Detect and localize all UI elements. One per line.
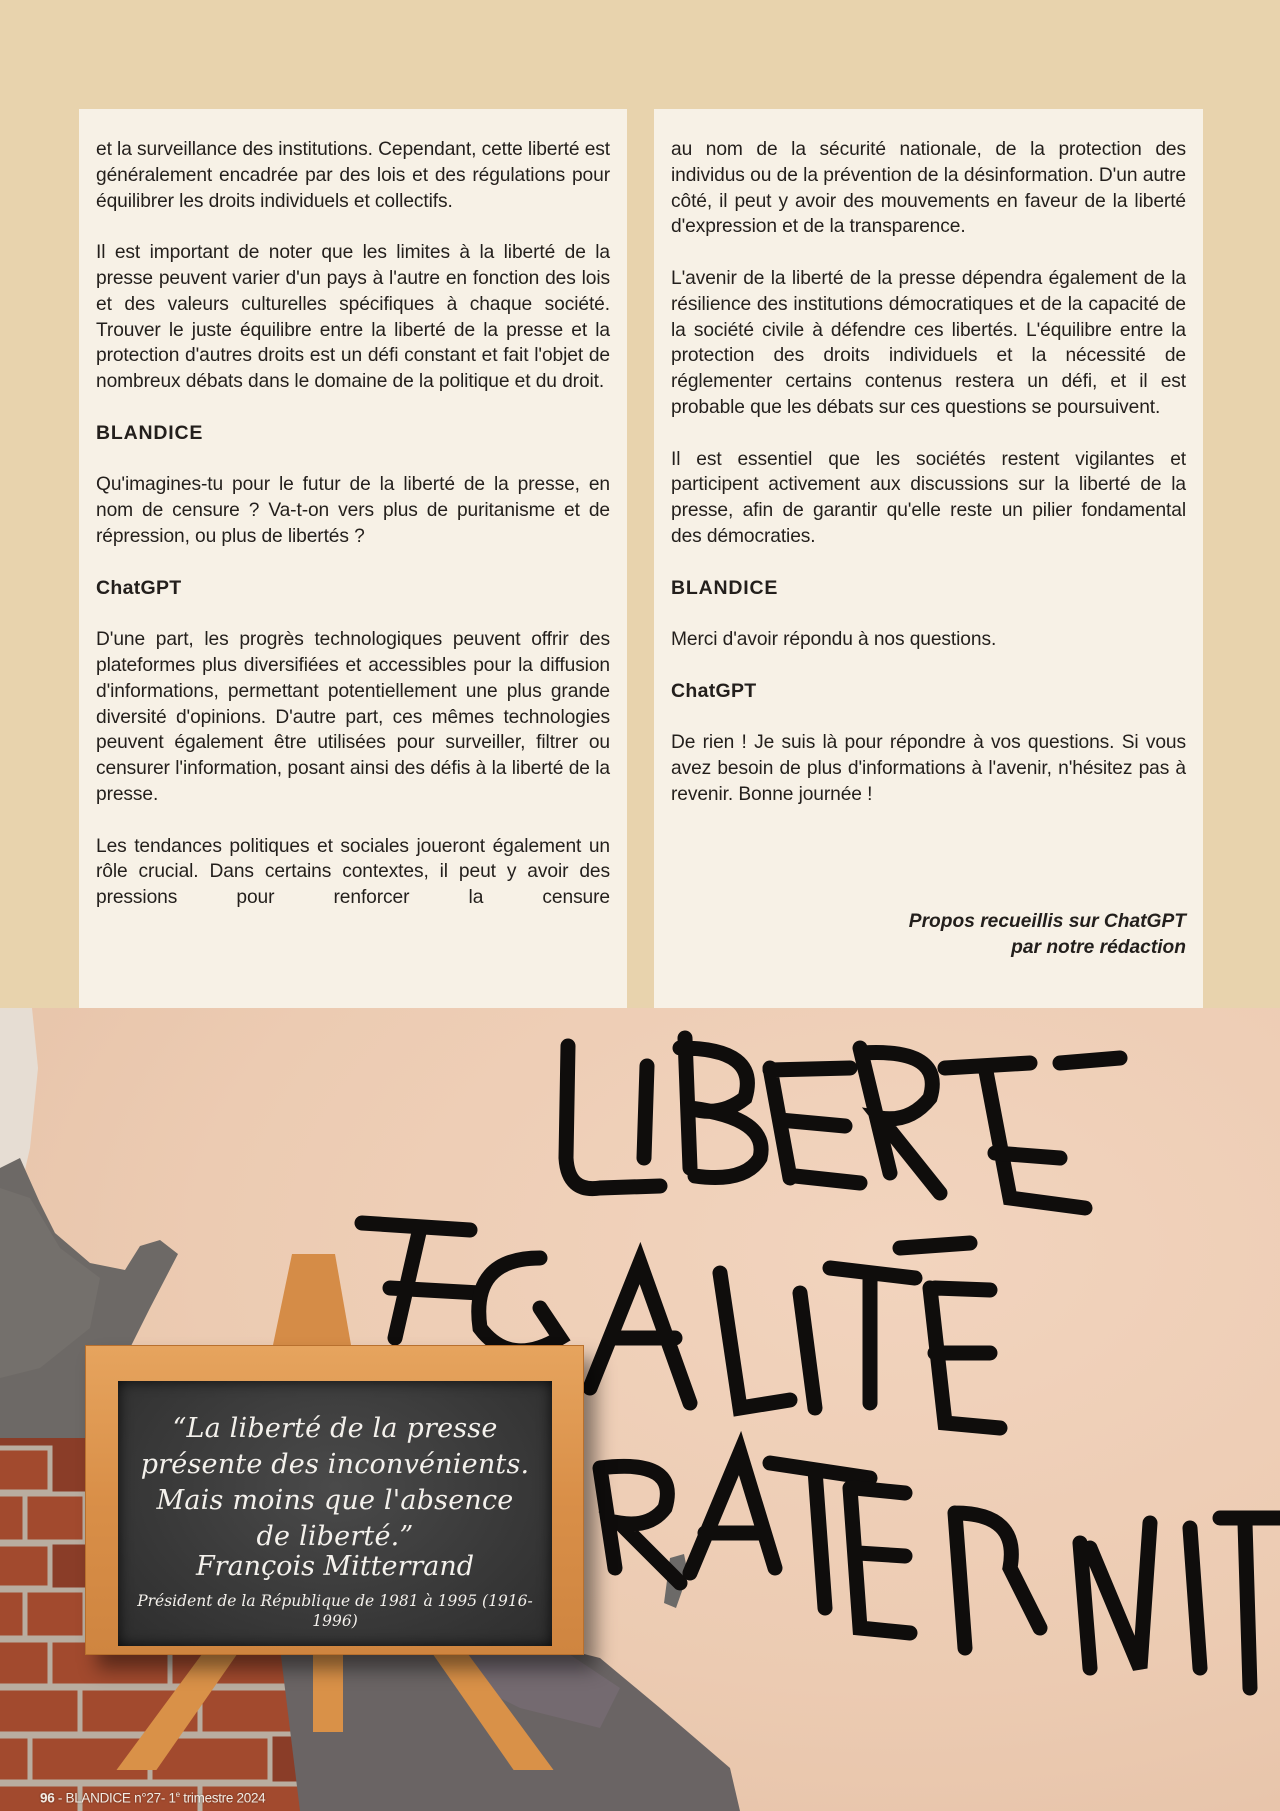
credit-line: Propos recueillis sur ChatGPT bbox=[908, 911, 1186, 932]
chalkboard-quote: “La liberté de la presse présente des inconvénients. Mais moins que l'absence de liberté.” bbox=[140, 1413, 530, 1552]
footer-ordinal: e bbox=[175, 1790, 180, 1799]
chalkboard bbox=[118, 1381, 552, 1646]
paragraph: Il est important de noter que les limites à la liberté de la presse peuvent varier d'un pays à l'autre en fonction des lois et des valeurs culturelles spécifiques à chaque société. Trouver le juste équilibre entre la liberté de la presse et la protection d'autres droits est un défi constant et fait l'objet de nombreux débats dans le domaine de la politique et du droit. bbox=[96, 242, 610, 393]
paragraph: L'avenir de la liberté de la presse dépendra également de la résilience des institutions démocratiques et de la capacité de la société civile à défendre ces libertés. L'équilibre entre la protection des droits individuels et la nécessité de réglementer certains contenus restera un défi, et il est probable que les débats sur ces questions se poursuivent. bbox=[671, 267, 1186, 418]
article-column-right bbox=[654, 109, 1203, 1008]
graffiti-fraternite bbox=[600, 1453, 1280, 1688]
footer-issue: - BLANDICE n°27- 1 bbox=[54, 1790, 176, 1806]
interview-question: Merci d'avoir répondu à nos questions. bbox=[671, 629, 997, 651]
speaker-label-blandice: BLANDICE bbox=[96, 421, 204, 444]
quote-author-role: Président de la République de 1981 à 1995 (1916-1996) bbox=[137, 1592, 533, 1630]
article-column-left bbox=[79, 109, 627, 1008]
article-credit bbox=[909, 909, 1186, 961]
graffiti-liberte bbox=[566, 1038, 1120, 1208]
paragraph: D'une part, les progrès technologiques peuvent offrir des plateformes plus diversifiées et accessibles pour la diffusion d'informations, permettant potentiellement une plus grande diversité d'opinions. D'autre part, ces mêmes technologies peuvent également être utilisées pour surveiller, filtrer ou censurer l'information, posant ainsi des défis à la liberté de la presse. bbox=[96, 629, 610, 805]
page-footer bbox=[40, 1790, 265, 1806]
quote-author: François Mitterrand bbox=[195, 1551, 475, 1582]
chalkboard-frame bbox=[85, 1345, 584, 1655]
wall-illustration bbox=[0, 1008, 1280, 1811]
interview-question: Qu'imagines-tu pour le futur de la liberté de la presse, en nom de censure ? Va-t-on vers plus de puritanisme et de répression, ou plus de libertés ? bbox=[96, 474, 610, 547]
paragraph: Les tendances politiques et sociales joueront également un rôle crucial. Dans certains contextes, il peut y avoir des pressions pour renforcer la censure bbox=[96, 835, 610, 909]
chalkboard-easel bbox=[85, 1250, 585, 1760]
speaker-label-blandice: BLANDICE bbox=[671, 576, 779, 599]
credit-line: par notre rédaction bbox=[1011, 936, 1186, 958]
footer-period: trimestre 2024 bbox=[179, 1790, 266, 1806]
speaker-label-chatgpt: ChatGPT bbox=[671, 679, 757, 702]
paragraph: Il est essentiel que les sociétés restent vigilantes et participent activement aux discussions sur la liberté de la presse, afin de garantir qu'elle reste un pilier fondamental des démocraties. bbox=[671, 448, 1186, 547]
paragraph: et la surveillance des institutions. Cependant, cette liberté est généralement encadrée par des lois et des régulations pour équilibrer les droits individuels et collectifs. bbox=[96, 139, 610, 212]
speaker-label-chatgpt: ChatGPT bbox=[96, 576, 182, 599]
paragraph: De rien ! Je suis là pour répondre à vos questions. Si vous avez besoin de plus d'informations à l'avenir, n'hésitez pas à revenir. Bonne journée ! bbox=[671, 732, 1186, 805]
paragraph: au nom de la sécurité nationale, de la protection des individus ou de la prévention de la désinformation. D'un autre côté, il peut y avoir des mouvements en faveur de la liberté d'expression et de la transparence. bbox=[671, 139, 1186, 238]
page-number: 96 bbox=[40, 1790, 55, 1806]
